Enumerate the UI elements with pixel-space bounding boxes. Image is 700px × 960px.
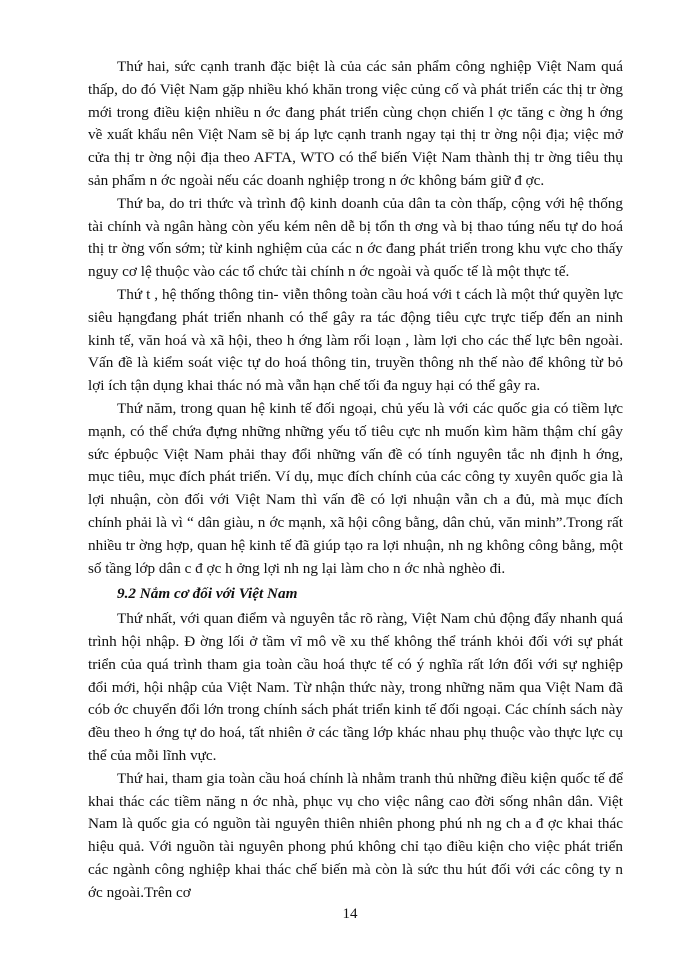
paragraph-thu-tu-thong-tin: Thứ t , hệ thống thông tin- viễn thông toàn cầu hoá với t cách là một thứ quyền lực siêu hạngđang phát triển nhanh có thể gây ra tác động tiêu cực trực tiếp đến an ninh kinh tế, văn hoá và xã hội, theo h ớng làm rối loạn , làm lợi cho các thế lực bên ngoài. Vấn đề là kiểm soát việc tự do hoá thông tin, truyền thông nh thế nào để không từ bỏ lợi ích tận dụng khai thác nó mà vẫn hạn chế tối đa nguy hại có thể gây ra. [88, 285, 623, 395]
paragraph-thu-ba-tai-chinh: Thứ ba, do tri thức và trình độ kinh doanh của dân ta còn thấp, cộng với hệ thống tài chính và ngân hàng còn yếu kém nên dễ bị tổn th ơng và bị thao túng nếu tự do hoá thị tr ờng vốn sớm; từ kinh nghiệm của các n ớc đang phát triển trong khu vực cho thấy nguy cơ lệ thuộc vào các tổ chức tài chính n ớc ngoài và quốc tế là một thực tế. [88, 194, 623, 281]
paragraph-thu-nhat-hoi-nhap: Thứ nhất, với quan điểm và nguyên tắc rõ ràng, Việt Nam chủ động đẩy nhanh quá trình hội nhập. Đ ờng lối ở tầm vĩ mô về xu thế không thể tránh khỏi đối với sự phát triển của quá trình tham gia toàn cầu hoá thực tế có ý nghĩa rất lớn đối với sự nghiệp đổi mới, hội nhập của Việt Nam. Từ nhận thức này, trong những năm qua Việt Nam đã cób ớc chuyển đổi lớn trong chính sách phát triển kinh tế đối ngoại. Các chính sách này đều theo h ớng tự do hoá, tất nhiên ở các tầng lớp khác nhau phụ thuộc vào thực lực cụ thể của mỗi lĩnh vực. [88, 610, 623, 764]
paragraph-thu-hai-tai-nguyen: Thứ hai, tham gia toàn cầu hoá chính là nhằm tranh thủ những điều kiện quốc tế để khai thác các tiềm năng n ớc nhà, phục vụ cho việc nâng cao đời sống nhân dân. Việt Nam là quốc gia có nguồn tài nguyên thiên nhiên phong phú nh ng ch a đ ợc khai thác hiệu quả. Với nguồn tài nguyên phong phú không chỉ tạo điều kiện cho việc phát triển các ngành công nghiệp khai thác chế biến mà còn là sức thu hút đối với các công ty n ớc ngoài.Trên cơ [88, 769, 623, 901]
page-body [88, 56, 623, 904]
section-heading: 9.2 Nắm cơ đối với Việt Nam [117, 585, 298, 603]
page-number: 14 [342, 906, 358, 922]
paragraph-thu-nam-doi-ngoai: Thứ năm, trong quan hệ kinh tế đối ngoại, chủ yếu là với các quốc gia có tiềm lực mạnh, có thể chứa đựng những những yếu tố tiêu cực nh muốn kìm hãm thậm chí gây sức épbuộc Việt Nam phải thay đổi những vấn đề có tính nguyên tắc nh định h ớng, mục tiêu, mục đích phát triển. Ví dụ, mục đích chính của các công ty xuyên quốc gia là lợi nhuận, còn đối với Việt Nam thì vấn đề có lợi nhuận vẫn ch a đủ, mà mục đích chính phải là vì “ dân giàu, n ớc mạnh, xã hội công bằng, dân chủ, văn minh”.Trong rất nhiều tr ờng hợp, quan hệ kinh tế đã giúp tạo ra lợi nhuận, nh ng không công bằng, một số tầng lớp dân c đ ợc h ởng lợi nh ng lại làm cho n ớc nhà nghèo đi. [88, 399, 623, 577]
paragraph-thu-hai-canh-tranh: Thứ hai, sức cạnh tranh đặc biệt là của các sản phẩm công nghiệp Việt Nam quá thấp, do đó Việt Nam gặp nhiều khó khăn trong việc củng cố và phát triển các thị tr ờng mới trong điều kiện nhiều n ớc đang phát triển cùng chọn chiến l ợc tăng c ờng h ớng về xuất khẩu nên Việt Nam sẽ bị áp lực cạnh tranh ngay tại thị tr ờng nội địa; việc mở cửa thị tr ờng nội địa theo AFTA, WTO có thể biến Việt Nam thành thị tr ờng tiêu thụ sản phẩm n ớc ngoài nếu các doanh nghiệp trong n ớc không bám giữ đ ợc. [88, 58, 623, 189]
